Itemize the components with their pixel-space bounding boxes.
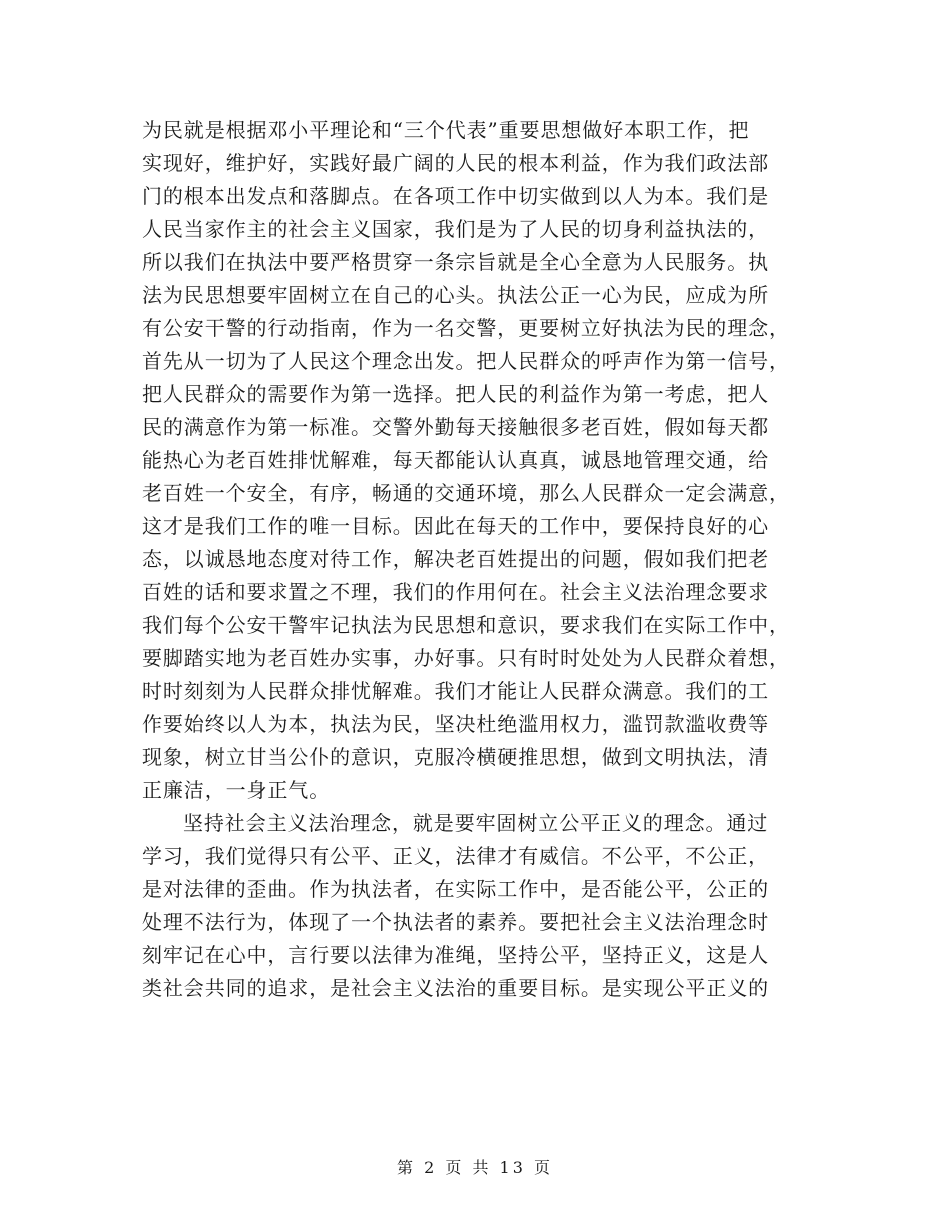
text-line: 坚持社会主义法治理念，就是要牢固树立公平正义的理念。通过 [183, 811, 769, 835]
text-line: 把人民群众的需要作为第一选择。把人民的利益作为第一考虑，把人 [142, 382, 769, 406]
text-line: 民的满意作为第一标准。交警外勤每天接触很多老百姓，假如每天都 [142, 415, 769, 439]
text-line: 态，以诚恳地态度对待工作，解决老百姓提出的问题，假如我们把老 [142, 547, 769, 571]
paragraph [142, 807, 808, 1005]
text-line: 类社会共同的追求，是社会主义法治的重要目标。是实现公平正义的 [142, 976, 769, 1000]
text-line: 能热心为老百姓排忧解难，每天都能认认真真，诚恳地管理交通，给 [142, 448, 769, 472]
text-line: 作要始终以人为本，执法为民，坚决杜绝滥用权力，滥罚款滥收费等 [142, 712, 769, 736]
text-line: 有公安干警的行动指南，作为一名交警，更要树立好执法为民的理念， [142, 316, 790, 340]
paragraph [142, 114, 808, 807]
text-line: 处理不法行为，体现了一个执法者的素养。要把社会主义法治理念时 [142, 910, 769, 934]
text-line: 学习，我们觉得只有公平、正义，法律才有威信。不公平，不公正， [142, 844, 769, 868]
text-line: 时时刻刻为人民群众排忧解难。我们才能让人民群众满意。我们的工 [142, 679, 769, 703]
text-line: 现象，树立甘当公仆的意识，克服冷横硬推思想，做到文明执法，清 [142, 745, 769, 769]
text-line: 所以我们在执法中要严格贯穿一条宗旨就是全心全意为人民服务。执 [142, 250, 769, 274]
text-line: 要脚踏实地为老百姓办实事，办好事。只有时时处处为人民群众着想， [142, 646, 790, 670]
page-number-label: 第 2 页 共 13 页 [397, 1158, 553, 1177]
text-line: 刻牢记在心中，言行要以法律为准绳，坚持公平，坚持正义，这是人 [142, 943, 769, 967]
text-line: 正廉洁，一身正气。 [142, 778, 331, 802]
text-line: 我们每个公安干警牢记执法为民思想和意识，要求我们在实际工作中， [142, 613, 790, 637]
text-line: 百姓的话和要求置之不理，我们的作用何在。社会主义法治理念要求 [142, 580, 769, 604]
text-line: 老百姓一个安全，有序，畅通的交通环境，那么人民群众一定会满意， [142, 481, 790, 505]
page-footer [0, 1155, 950, 1178]
text-line: 门的根本出发点和落脚点。在各项工作中切实做到以人为本。我们是 [142, 184, 769, 208]
text-line: 首先从一切为了人民这个理念出发。把人民群众的呼声作为第一信号， [142, 349, 790, 373]
text-line: 法为民思想要牢固树立在自己的心头。执法公正一心为民，应成为所 [142, 283, 769, 307]
text-line: 是对法律的歪曲。作为执法者，在实际工作中，是否能公平，公正的 [142, 877, 769, 901]
body-text [142, 114, 808, 1005]
text-line: 这才是我们工作的唯一目标。因此在每天的工作中，要保持良好的心 [142, 514, 769, 538]
text-line: 为民就是根据邓小平理论和“三个代表”重要思想做好本职工作，把 [142, 118, 750, 142]
text-line: 人民当家作主的社会主义国家，我们是为了人民的切身利益执法的， [142, 217, 769, 241]
text-line: 实现好，维护好，实践好最广阔的人民的根本利益，作为我们政法部 [142, 151, 769, 175]
